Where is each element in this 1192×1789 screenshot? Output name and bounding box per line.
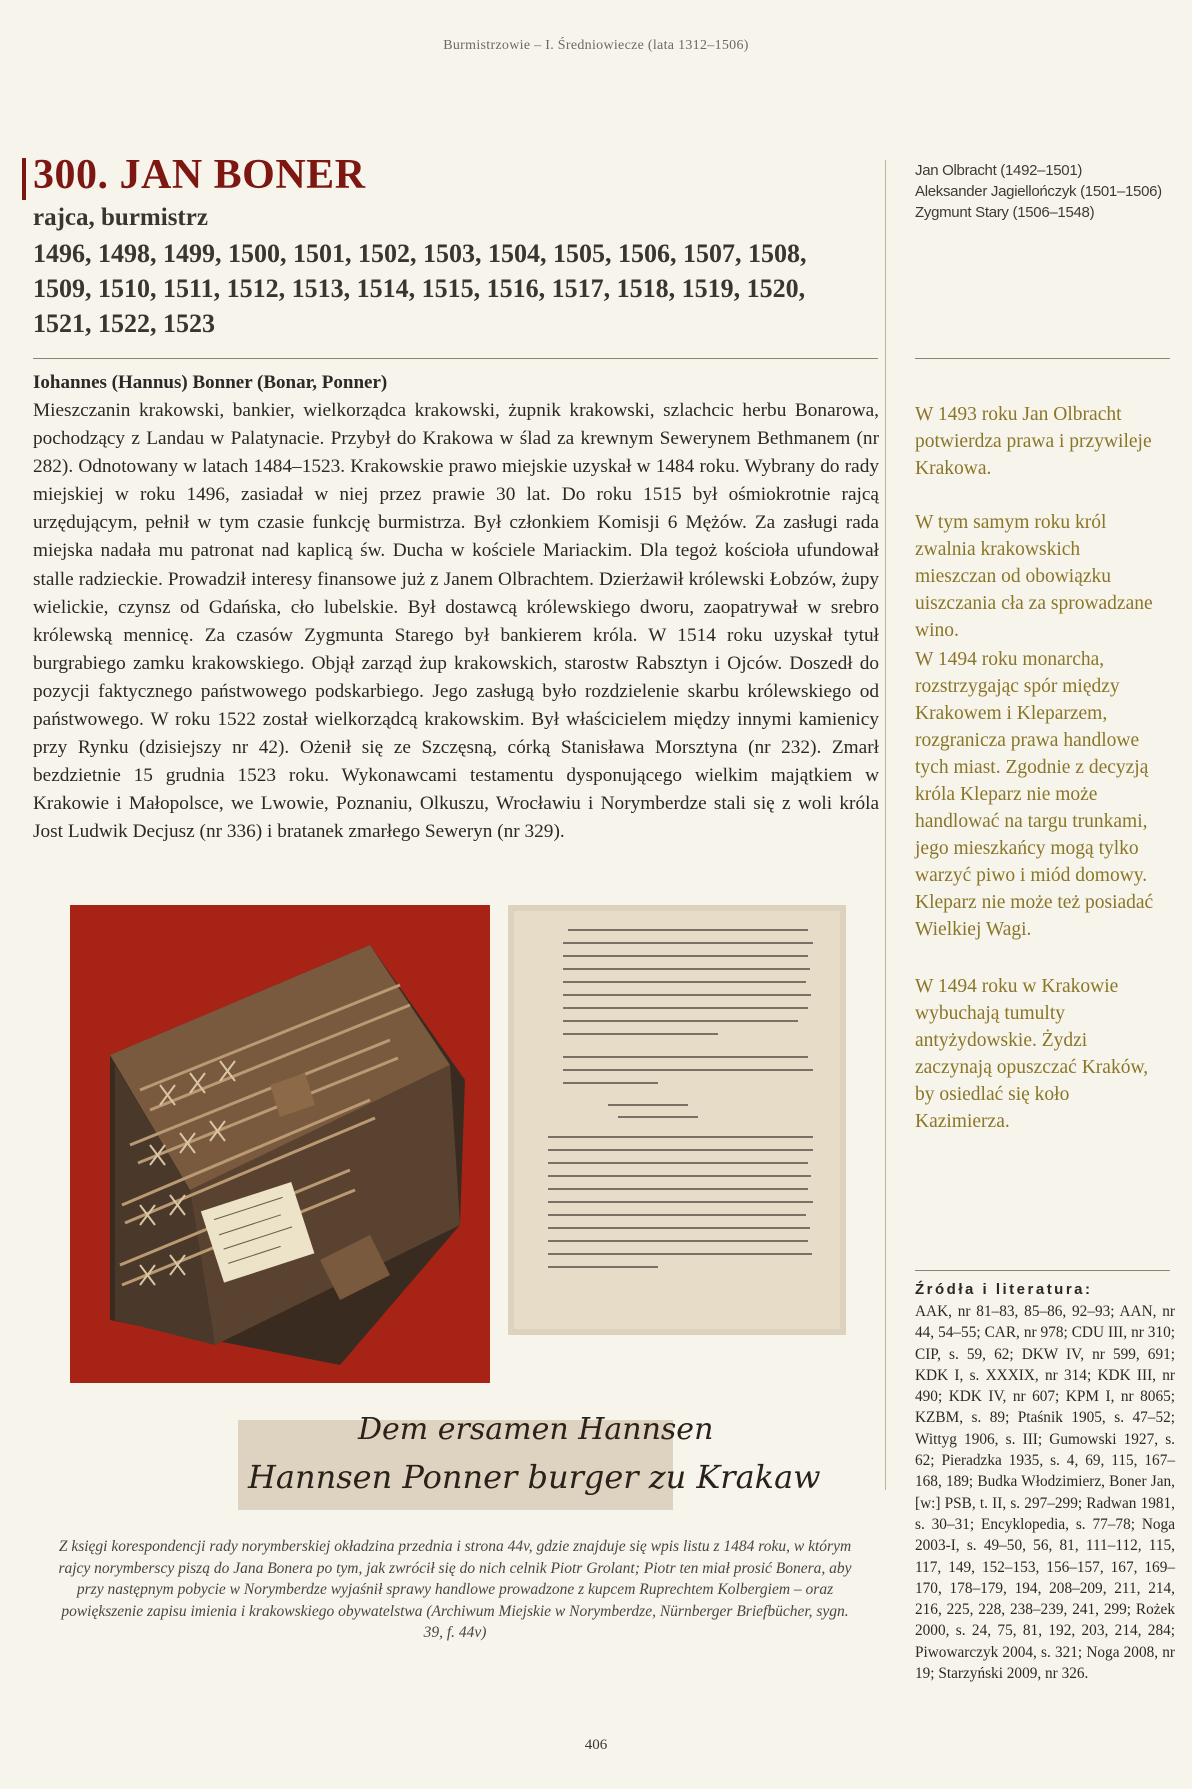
- sidenote: W 1493 roku Jan Olbracht potwierdza prawa i przywileje Krakowa.: [915, 404, 1152, 479]
- sources-title: Źródła i literatura:: [915, 1281, 1093, 1298]
- page-number: 406: [584, 1737, 608, 1753]
- entry-years: 1496, 1498, 1499, 1500, 1501, 1502, 1503, 1504, 1505, 1506, 1507, 1508, 1509, 1510, 1511, 1512, 1513, 1514, 1515, 1516, 1517, 1518, 1519, 1520, 1521, 1522, 1523: [33, 239, 807, 338]
- sources-text: AAK, nr 81–83, 85–86, 92–93; AAN, nr 44, 54–55; CAR, nr 978; CDU III, nr 310; CIP, s. 59, 62; DKW IV, nr 599, 691; KDK I, s. XXXIX, nr 314; KDK III, nr 490; KDK IV, nr 607; KPM I, nr 8065; KZBM, s. 89; Ptaśnik 1905, s. 47–52; Wittyg 1906, s. III; Gumowski 1927, s. 62; Pieradzka 1935, s. 4, 69, 115, 167–168, 189; Budka Włodzimierz, Boner Jan, [w:] PSB, t. II, s. 297–299; Radwan 1981, s. 30–31; Encyklopedia, s. 77–78; Noga 2003-I, s. 49–50, 56, 81, 111–112, 115, 117, 149, 152–153, 156–157, 167, 169–170, 178–179, 194, 208–209, 211, 214, 216, 225, 228, 238–239, 241, 299; Rożek 2000, s. 24, 75, 81, 192, 203, 214, 284; Piwowarczyk 2004, s. 321; Noga 2008, nr 19; Starzyński 2009, nr 326.: [915, 1303, 1175, 1683]
- reign-item: Zygmunt Stary (1506–1548): [915, 204, 1095, 221]
- running-header: Burmistrzowie – I. Średniowiecze (lata 1312–1506): [443, 38, 749, 53]
- column-divider: [885, 160, 886, 1490]
- entry-title: 300. JAN BONER: [33, 152, 366, 198]
- name-variants: Iohannes (Hannus) Bonner (Bonar, Ponner): [33, 372, 388, 393]
- book-cover-illustration: [70, 905, 490, 1383]
- sources-divider: [915, 1270, 1170, 1271]
- entry-role: rajca, burmistrz: [33, 204, 208, 231]
- reign-list: [915, 160, 1162, 223]
- side-divider: [915, 358, 1170, 359]
- handwriting-line: Dem ersamen Hannsen: [358, 1412, 714, 1447]
- biography-text: Mieszczanin krakowski, bankier, wielkorządca krakowski, żupnik krakowski, szlachcic herbu Bonarowa, pochodzący z Landau w Palatynacie. Przybył do Krakowa w ślad za krewnym Sewerynem Bethmanem (nr 282). Odnotowany w latach 1484–1523. Krakowskie prawo miejskie uzyskał w 1484 roku. Wybrany do rady miejskiej w roku 1496, zasiadał w niej przez prawie 30 lat. Do roku 1515 był ośmiokrotnie rajcą urzędującym, pełnił w tym czasie funkcję burmistrza. Był członkiem Komisji 6 Mężów. Za zasługi rada miejska nadała mu patronat nad kaplicą św. Ducha w kościele Mariackim. Dla tegoż kościoła ufundował stalle radzieckie. Prowadził interesy finansowe już z Janem Olbrachtem. Dzierżawił królewski Łobzów, żupy wielickie, czynsz od Gdańska, cło lubelskie. Był dostawcą królewskiego dworu, zaopatrywał w srebro królewską mennicę. Za czasów Zygmunta Starego był bankierem króla. W 1514 roku uzyskał tytuł burgrabiego zamku krakowskiego. Objął zarząd żup krakowskich, starostw Rabsztyn i Ojców. Doszedł do pozycji faktycznego państwowego podskarbiego. Jego zasługą było rozdzielenie skarbu królewskiego od państwowego. W roku 1522 został wielkorządcą krakowskim. Był właścicielem między innymi kamienicy przy Rynku (dzisiejszy nr 42). Ożenił się ze Szczęsną, córką Stanisława Morsztyna (nr 232). Zmarł bezdzietnie 15 grudnia 1523 roku. Wykonawcami testamentu dysponującego wielkim majątkiem w Krakowie i Małopolsce, we Lwowie, Poznaniu, Olkuszu, Wrocławiu i Norymberdze stali się z woli króla Jost Ludwik Decjusz (nr 336) i bratanek zmarłego Seweryn (nr 329).: [33, 400, 879, 843]
- manuscript-page-photo: [508, 905, 846, 1335]
- title-divider: [33, 358, 878, 359]
- title-accent-bar: [22, 158, 26, 200]
- figure-caption: Z księgi korespondencji rady norymberskiej okładzina przednia i strona 44v, gdzie znajduje się wpis listu z 1484 roku, w którym rajcy norymberscy piszą do Jana Bonera po tym, jak zwrócił się do nich celnik Piotr Grolant; Piotr ten miał prosić Bonera, aby przy następnym pobycie w Norymberdze wyjaśnił sprawy handlowe prowadzone z kupcem Ruprechtem Kolbergiem – oraz powiększenie zapisu imienia i krakowskiego obywatelstwa (Archiwum Miejskie w Norymberdze, Nürnberger Briefbücher, sygn. 39, f. 44v): [58, 1538, 852, 1641]
- reign-item: Jan Olbracht (1492–1501): [915, 162, 1083, 179]
- manuscript-illustration: [508, 905, 846, 1335]
- sidenote: W tym samym roku król zwalnia krakowskich mieszczan od obowiązku uiszczania cła za sprowadzane wino.: [915, 512, 1153, 641]
- sidenote: W 1494 roku monarcha, rozstrzygając spór między Krakowem i Kleparzem, rozgranicza prawa handlowe tych miast. Zgodnie z decyzją króla Kleparz nie może handlować na targu trunkami, jego mieszkańcy mogą tylko warzyć piwo i miód domowy. Kleparz nie może też posiadać Wielkiej Wagi.: [915, 649, 1154, 940]
- handwriting-line: Hannsen Ponner burger zu Krakaw: [248, 1458, 821, 1496]
- handwriting-detail-photo: [238, 1412, 821, 1510]
- book-cover-photo: [70, 905, 490, 1383]
- reign-item: Aleksander Jagiellończyk (1501–1506): [915, 183, 1162, 200]
- sidenote: W 1494 roku w Krakowie wybuchają tumulty antyżydowskie. Żydzi zaczynają opuszczać Kraków, by osiedlać się koło Kazimierza.: [915, 976, 1149, 1132]
